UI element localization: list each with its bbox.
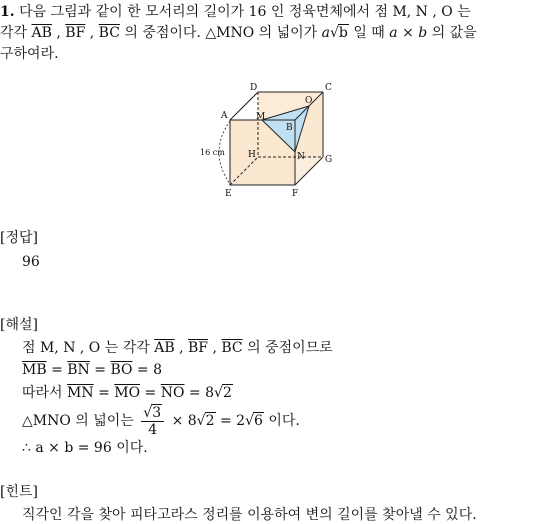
segment-bf: $\overline{BF}$ bbox=[65, 25, 86, 41]
problem-text-2c: 일 때 bbox=[353, 25, 385, 41]
problem-text-2d: 의 값을 bbox=[431, 25, 477, 41]
expr-a-times-b: a × b bbox=[389, 25, 428, 41]
explanation-header: [해설] bbox=[0, 317, 38, 333]
explanation-line-5: ∴ a × b = 96 이다. bbox=[22, 440, 148, 456]
label-o: O bbox=[305, 96, 313, 106]
hint-header: [힌트] bbox=[0, 484, 38, 500]
explanation-line-3: 따라서 $\overline{MN} = \overline{MO} = \overline{NO} = 8√2$ bbox=[22, 385, 232, 401]
explanation-line-1: 점 M, N , O 는 각각 $\overline{AB}$ , $\overline{BF}$ , $\overline{BC}$ 의 중점이므로 bbox=[22, 340, 333, 356]
problem-line-3: 구하여라. bbox=[0, 46, 59, 62]
label-n: N bbox=[297, 152, 305, 162]
edge-ad bbox=[230, 92, 258, 120]
segment-bc: $\overline{BC}$ bbox=[98, 25, 120, 41]
label-f: F bbox=[292, 189, 299, 199]
hint-text: 직각인 각을 찾아 피타고라스 정리를 이용하여 변의 길이를 찾아낼 수 있다. bbox=[22, 507, 477, 523]
explanation-line-4: △MNO 의 넓이는 $\frac{√3}{4}$ × 8√2 = 2√6 이다. bbox=[22, 404, 300, 438]
problem-text-2b: 의 중점이다. △MNO 의 넓이가 bbox=[124, 25, 318, 41]
answer-header: [정답] bbox=[0, 230, 38, 246]
label-e: E bbox=[225, 189, 232, 199]
label-c: C bbox=[325, 83, 332, 93]
label-a: A bbox=[221, 111, 228, 121]
problem-number: 1. bbox=[0, 4, 15, 20]
explanation-line-2: $\overline{MB} = \overline{BN} = \overline{BO} = 8$ bbox=[22, 362, 163, 378]
label-d: D bbox=[250, 83, 258, 93]
label-g: G bbox=[325, 155, 333, 165]
problem-line-2: 각각 $\overline{AB}$ , $\overline{BF}$ , $\overline{BC}$ 의 중점이다. △MNO 의 넓이가 a√b 일 때 a × b 의 값을 bbox=[0, 25, 477, 41]
label-h: H bbox=[248, 150, 256, 160]
problem-text-1: 다음 그림과 같이 한 모서리의 길이가 16 인 정육면체에서 점 M, N , O 는 bbox=[19, 4, 471, 20]
problem-text-2a: 각각 bbox=[0, 25, 28, 41]
area-expression: a√b bbox=[321, 25, 348, 41]
fraction-root3-over-4: $\frac{√3}{4}$ bbox=[141, 405, 164, 438]
answer-value: 96 bbox=[22, 254, 40, 270]
label-m: M bbox=[256, 112, 266, 122]
label-b: B bbox=[286, 123, 293, 133]
label-edge-length: 16 cm bbox=[200, 148, 225, 157]
segment-ab: $\overline{AB}$ bbox=[31, 25, 52, 41]
